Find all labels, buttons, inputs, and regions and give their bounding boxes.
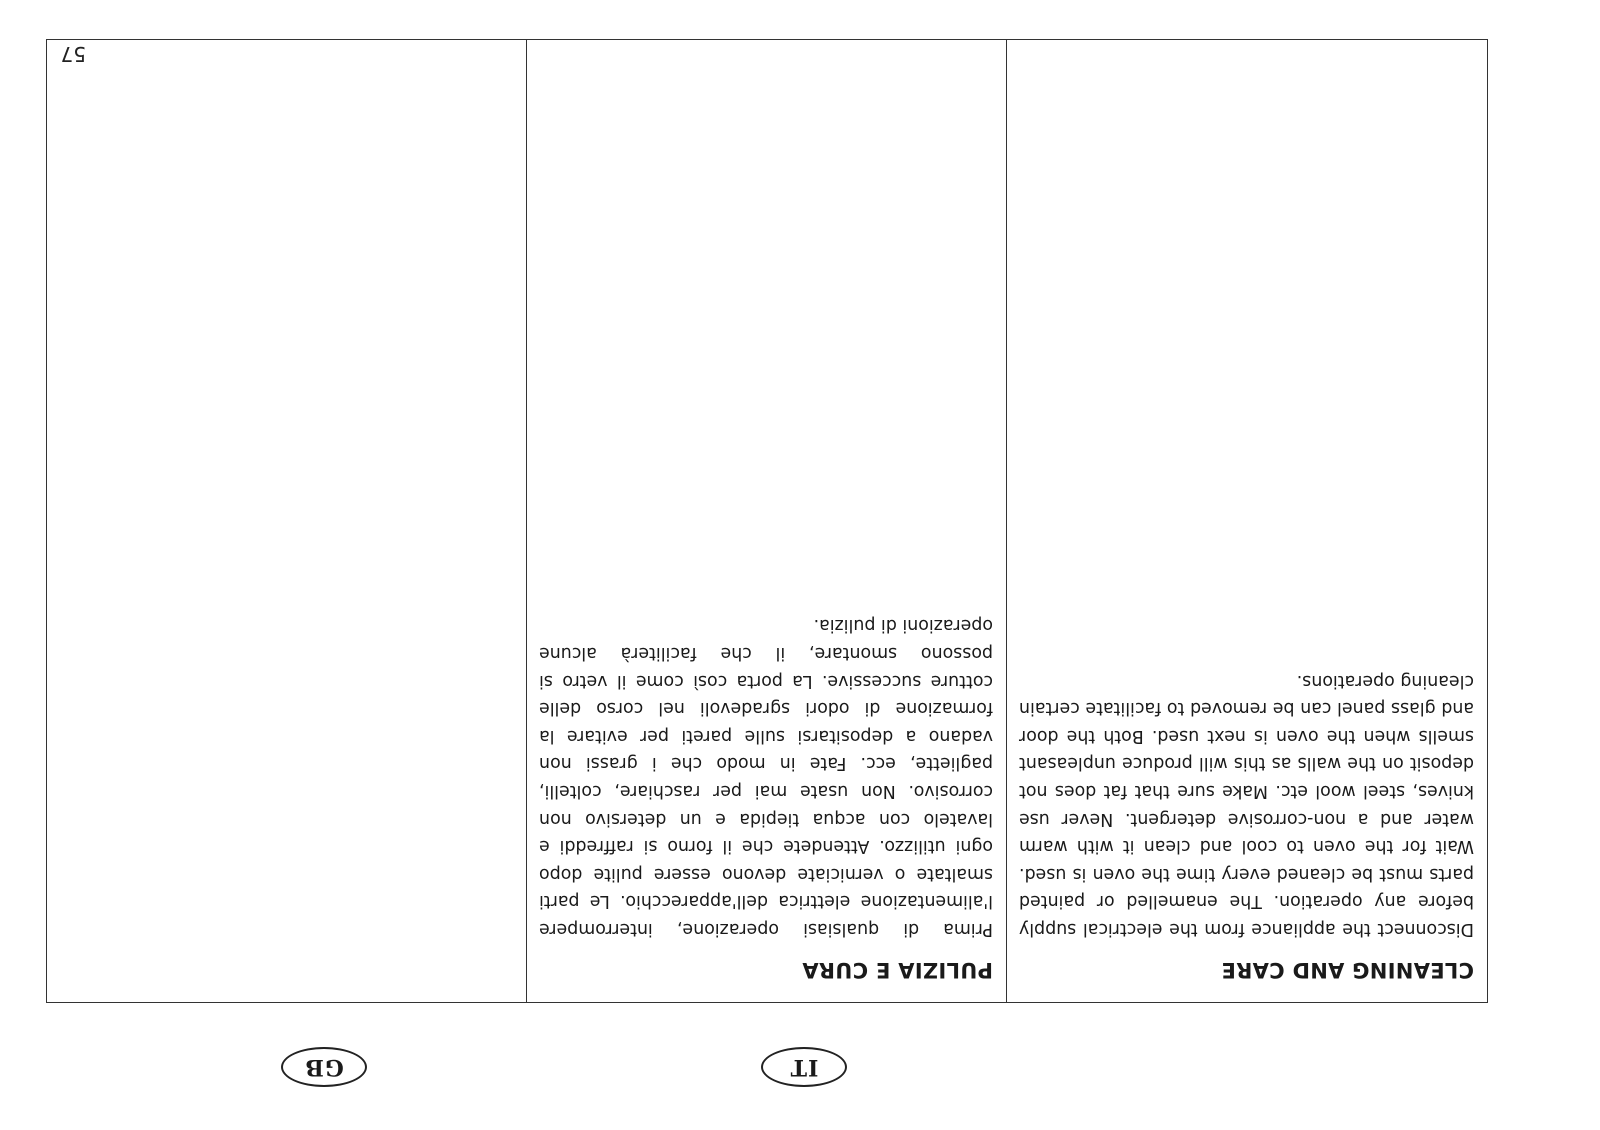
language-badge-gb-label: GB: [304, 1054, 344, 1080]
section-body-italian: Prima di qualsiasi operazione, interrompere l'alimentazione elettrica dell'apparecchio. Le parti smaltate o verniciate devono essere pulite dopo ogni utilizzo. Attendete che il forno si raffreddi e lavatelo con acqua tiepida e un detersivo non corrosivo. Non usate mai per raschiare, coltelli, pagliette, ecc. Fate in modo che i grassi non vadano a depositarsi sulle pareti per evitare la formazione di odori sgradevoli nel corso delle cotture successive. La porta così come il vetro si possono smontare, il che faciliterà alcune operazioni di pulizia.: [539, 615, 994, 939]
column-english: [1007, 40, 1487, 1002]
page-number: 57: [60, 42, 86, 66]
language-badge-it-label: IT: [789, 1054, 819, 1080]
instruction-table: [46, 39, 1488, 1003]
section-title-english: CLEANING AND CARE: [1221, 958, 1474, 982]
section-body-english: Disconnect the appliance from the electrical supply before any operation. The enamelled or painted parts must be cleaned every time the oven is used. Wait for the oven to cool and clean it with warm water and a non-corrosive detergent. Never use knives, steel wool etc. Make sure that fat does not deposit on the walls as this will produce unpleasant smells when the oven is next used. Both the door and glass panel can be removed to facilitate certain cleaning operations.: [1019, 670, 1474, 939]
language-badge-it: [761, 1047, 847, 1087]
section-title-italian: PULIZIA E CURA: [802, 958, 994, 982]
language-badge-gb: [281, 1047, 367, 1087]
column-italian: [527, 40, 1007, 1002]
column-empty: [47, 40, 527, 1002]
